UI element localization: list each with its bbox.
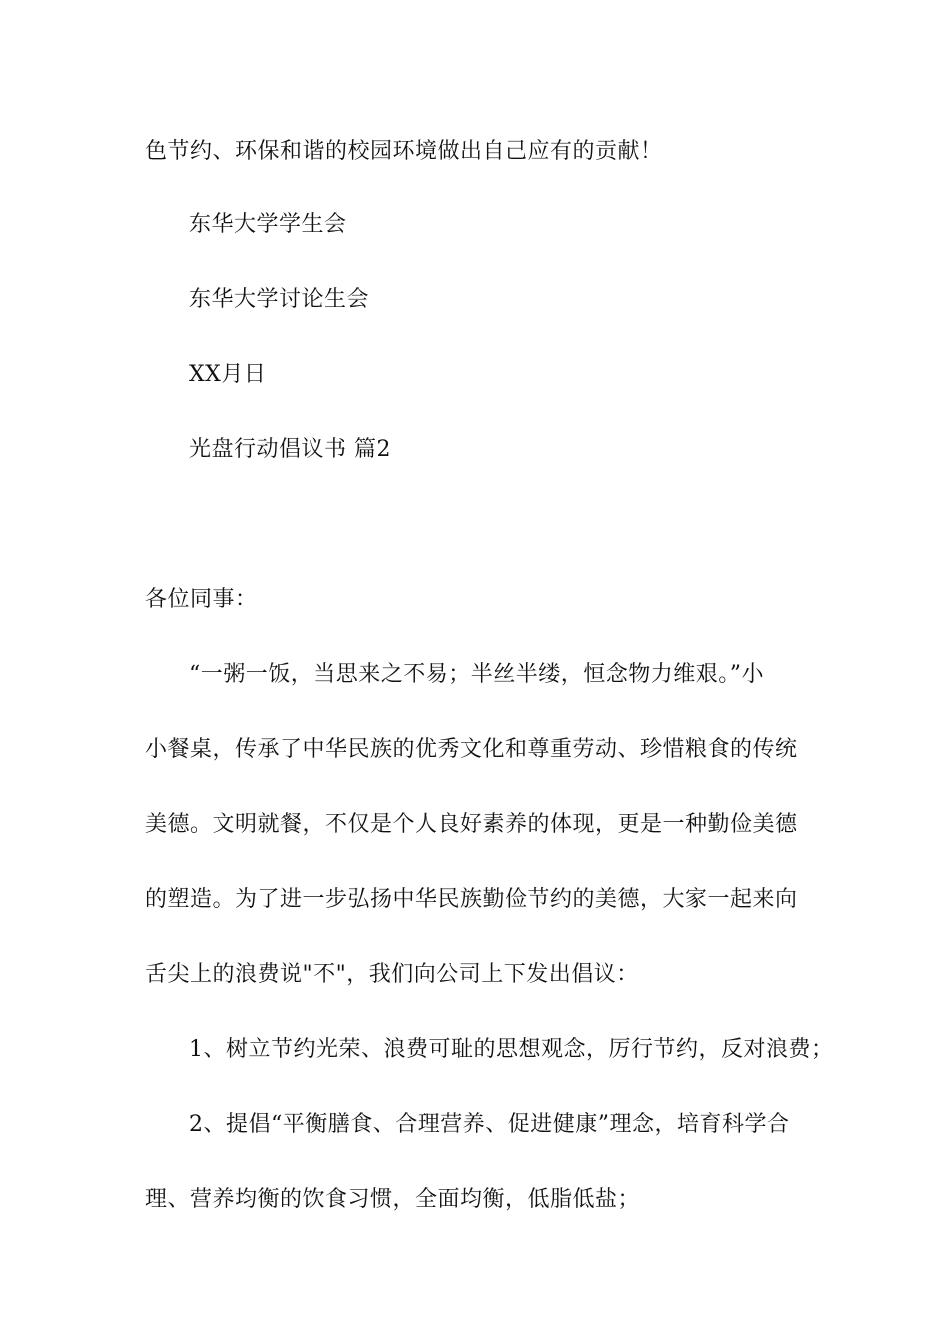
- list-item-1: 1、树立节约光荣、浪费可耻的思想观念，厉行节约，反对浪费；: [189, 1037, 834, 1062]
- paragraph-line: “一粥一饭，当思来之不易；半丝半缕，恒念物力维艰。”小: [189, 662, 764, 687]
- paragraph-line: 小餐桌，传承了中华民族的优秀文化和尊重劳动、珍惜粮食的传统: [145, 737, 798, 762]
- signature-org-student-union: 东华大学学生会: [189, 212, 347, 237]
- paragraph-line: 舌尖上的浪费说"不"，我们向公司上下发出倡议：: [145, 962, 639, 987]
- section-title: 光盘行动倡议书 篇2: [189, 437, 391, 462]
- list-item-2-continued: 理、营养均衡的饮食习惯，全面均衡，低脂低盐；: [145, 1187, 641, 1212]
- signature-date: XX月日: [189, 362, 267, 387]
- paragraph-line: 的塑造。为了进一步弘扬中华民族勤俭节约的美德，大家一起来向: [145, 887, 798, 912]
- continuation-line: 色节约、环保和谐的校园环境做出自己应有的贡献！: [145, 139, 663, 164]
- signature-org-discussion-union: 东华大学讨论生会: [189, 287, 370, 312]
- salutation: 各位同事：: [145, 587, 258, 612]
- paragraph-line: 美德。文明就餐，不仅是个人良好素养的体现，更是一种勤俭美德: [145, 812, 798, 837]
- list-item-2: 2、提倡“平衡膳食、合理营养、促进健康”理念，培育科学合: [189, 1112, 790, 1137]
